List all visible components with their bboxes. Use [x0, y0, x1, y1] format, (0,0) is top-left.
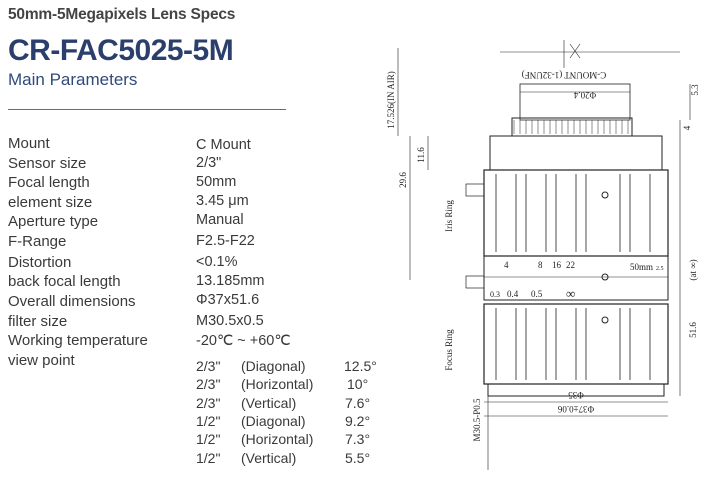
vp-angle: 7.6°	[345, 395, 371, 411]
dim-4: 4	[682, 125, 692, 131]
vp-size: 1/2"	[196, 413, 221, 429]
f-scale-tick: 16	[552, 260, 561, 270]
at-infinity: (at ∞)	[688, 259, 698, 281]
f-scale-tick: 22	[566, 260, 575, 270]
spec-value: 3.45 μm	[196, 193, 249, 209]
f-scale-tick: 4	[504, 260, 509, 270]
vp-angle: 10°	[347, 376, 369, 392]
dist-scale-tick: 0.4	[507, 289, 519, 299]
spec-value: Manual	[196, 212, 244, 228]
dim-5-3: 5.3	[690, 84, 700, 96]
spec-value: M30.5x0.5	[196, 313, 264, 329]
spec-label: F-Range	[8, 233, 67, 250]
dist-scale-tick: 0.3	[490, 290, 500, 299]
spec-value: C Mount	[196, 137, 251, 153]
vp-axis: (Diagonal)	[241, 413, 306, 429]
spec-value: <0.1%	[196, 254, 238, 270]
mount-label: C-MOUNT (1-32UNF)	[521, 70, 607, 80]
spec-label: Working temperature	[8, 332, 148, 349]
spec-label: Aperture type	[8, 213, 99, 230]
iris-ring-label: Iris Ring	[444, 200, 454, 232]
section-subtitle: Main Parameters	[8, 70, 138, 89]
vp-axis: (Diagonal)	[241, 358, 306, 374]
vp-angle: 9.2°	[345, 413, 371, 429]
spec-value: Φ37x51.6	[196, 292, 260, 308]
dim-29-6: 29.6	[398, 172, 408, 188]
vp-size: 1/2"	[196, 450, 221, 466]
vp-angle: 5.5°	[345, 450, 371, 466]
spec-label: Distortion	[8, 254, 72, 271]
spec-value: 2/3"	[196, 155, 222, 171]
focal-mark: 50mm	[630, 262, 654, 272]
vp-size: 2/3"	[196, 395, 221, 411]
spec-value: F2.5-F22	[196, 233, 255, 249]
dim-51-6: 51.6	[688, 322, 698, 338]
vp-axis: (Vertical)	[241, 395, 297, 411]
vp-angle: 12.5°	[344, 358, 377, 374]
dim-11-6: 11.6	[416, 147, 426, 163]
spec-label: view point	[8, 352, 75, 369]
spec-label: Mount	[8, 135, 50, 152]
vp-axis: (Horizontal)	[241, 376, 314, 392]
dim-flange: 17.526(IN AIR)	[386, 71, 396, 129]
spec-label: Focal length	[8, 174, 90, 191]
spec-value: 13.185mm	[196, 273, 265, 289]
spec-label: filter size	[8, 313, 68, 330]
vp-axis: (Vertical)	[241, 450, 297, 466]
spec-value: -20℃ ~ +60℃	[196, 333, 291, 349]
vp-size: 2/3"	[196, 358, 221, 374]
spec-label: element size	[8, 194, 93, 211]
top-heading: 50mm-5Megapixels Lens Specs	[8, 6, 236, 23]
spec-value: 50mm	[196, 174, 237, 190]
diameter-37: Φ37±0.06	[557, 404, 595, 414]
thread-diameter: Φ20.4	[573, 90, 597, 100]
vp-size: 1/2"	[196, 431, 221, 447]
spec-label: Overall dimensions	[8, 293, 136, 310]
vp-angle: 7.3°	[345, 431, 371, 447]
vp-size: 2/3"	[196, 376, 221, 392]
f-scale-tick: 8	[538, 260, 543, 270]
focus-ring-label: Focus Ring	[444, 329, 454, 371]
spec-label: back focal length	[8, 273, 121, 290]
spec-label: Sensor size	[8, 155, 87, 172]
filter-thread: M30.5-P0.5	[472, 398, 482, 442]
dist-scale-tick: ∞	[566, 286, 576, 301]
vp-axis: (Horizontal)	[241, 431, 314, 447]
focal-mark-suffix: 2.5	[656, 266, 664, 272]
divider	[8, 109, 286, 110]
lens-dimension-drawing	[380, 40, 708, 480]
model-title: CR-FAC5025-5M	[8, 34, 234, 67]
dist-scale-tick: 0.5	[531, 289, 543, 299]
diameter-35: Φ35	[568, 390, 584, 400]
